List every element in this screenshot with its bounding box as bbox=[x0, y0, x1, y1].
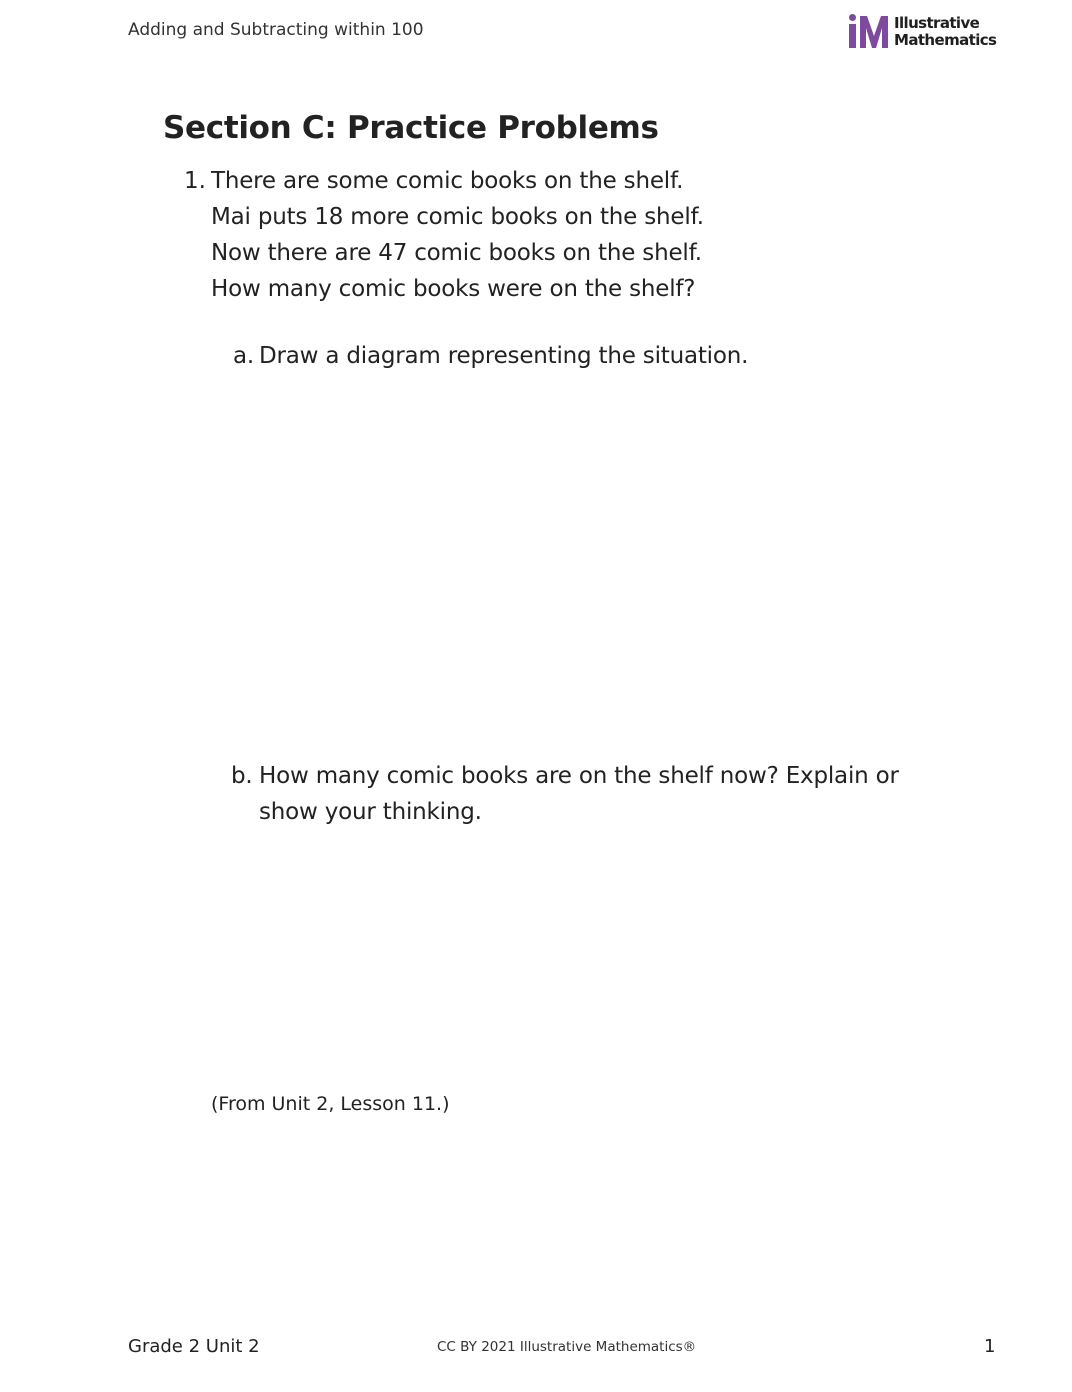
problem-line: How many comic books were on the shelf? bbox=[211, 276, 696, 302]
part-b-line: How many comic books are on the shelf now? Explain or bbox=[259, 763, 899, 789]
problem-line: Now there are 47 comic books on the shelf. bbox=[211, 240, 702, 266]
part-a-label: a. bbox=[233, 343, 255, 369]
im-logo-icon bbox=[848, 14, 888, 50]
page-number: 1 bbox=[984, 1336, 996, 1357]
illustrative-mathematics-logo bbox=[848, 14, 998, 50]
part-b-line: show your thinking. bbox=[259, 799, 482, 825]
footer-grade-unit: Grade 2 Unit 2 bbox=[128, 1336, 260, 1357]
footer-license: CC BY 2021 Illustrative Mathematics® bbox=[437, 1339, 697, 1355]
header-title: Adding and Subtracting within 100 bbox=[128, 20, 424, 40]
logo-line-1: Illustrative bbox=[894, 14, 980, 32]
section-title: Section C: Practice Problems bbox=[163, 110, 659, 146]
part-b-text bbox=[259, 758, 899, 830]
part-a-text bbox=[259, 338, 748, 374]
problem-number: 1. bbox=[184, 168, 206, 194]
problem-line: Mai puts 18 more comic books on the shelf. bbox=[211, 204, 704, 230]
part-a-line: Draw a diagram representing the situation. bbox=[259, 343, 749, 369]
part-b-label: b. bbox=[231, 763, 253, 789]
logo-line-2: Mathematics bbox=[894, 31, 997, 49]
problem-source: (From Unit 2, Lesson 11.) bbox=[211, 1093, 450, 1115]
problem-line: There are some comic books on the shelf. bbox=[211, 168, 684, 194]
problem-statement bbox=[211, 163, 704, 307]
